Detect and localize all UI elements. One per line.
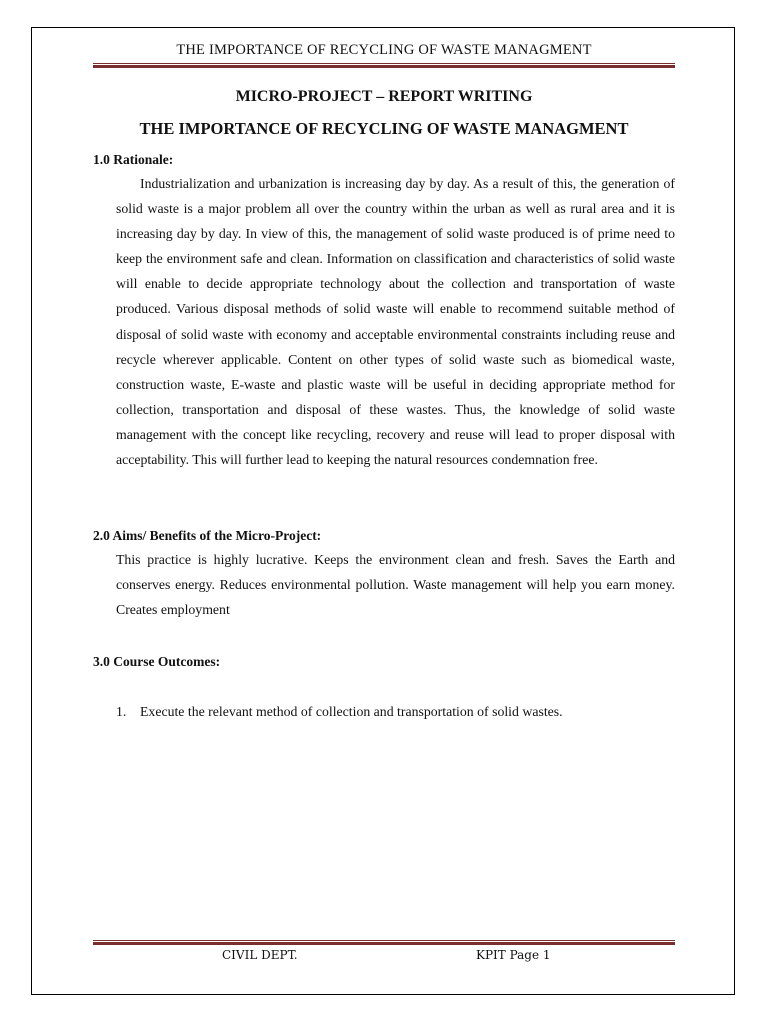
list-item-number: 1. xyxy=(116,704,127,719)
rationale-paragraph: Industrialization and urbanization is increasing day by day. As a result of this, the generation of solid waste is a major problem all over the country within the urban as well as rural area and it is increasing day by day. In view of this, the management of solid waste produced is of prime need to keep the environment safe and clean. Information on classification and characteristics of solid waste will enable to decide appropriate technology about the collection and transportation of waste produced. Various disposal methods of solid waste will enable to recommend suitable method of disposal of solid waste with economy and acceptable environmental constraints including reuse and recycle wherever applicable. Content on other types of solid waste such as biomedical waste, construction waste, E-waste and plastic waste will be useful in deciding appropriate method for collection, transportation and disposal of these wastes. Thus, the knowledge of solid waste management with the concept like recycling, recovery and reuse will lead to proper disposal with acceptability. This will further lead to keeping the natural resources condemnation free. xyxy=(116,176,675,468)
running-header: THE IMPORTANCE OF RECYCLING OF WASTE MANAGMENT xyxy=(176,42,592,58)
outcomes-list xyxy=(116,700,675,724)
list-item-text: Execute the relevant method of collection and transportation of solid wastes. xyxy=(140,704,563,719)
section-heading-rationale: 1.0 Rationale: xyxy=(93,152,174,167)
footer-page-number: KPIT Page 1 xyxy=(476,948,551,962)
aims-paragraph: This practice is highly lucrative. Keeps the environment clean and fresh. Saves the Earth and conserves energy. Reduces environmental pollution. Waste management will help you earn money. Creates employment xyxy=(116,552,675,618)
list-item xyxy=(116,700,675,724)
document-title: MICRO-PROJECT – REPORT WRITING xyxy=(235,88,533,105)
header-rule xyxy=(93,63,675,68)
section-heading-outcomes: 3.0 Course Outcomes: xyxy=(93,654,221,669)
document-subtitle: THE IMPORTANCE OF RECYCLING OF WASTE MANAGMENT xyxy=(139,119,629,138)
footer-department: CIVIL DEPT. xyxy=(222,948,298,962)
footer-rule xyxy=(93,940,675,945)
section-heading-aims: 2.0 Aims/ Benefits of the Micro-Project: xyxy=(93,528,322,543)
